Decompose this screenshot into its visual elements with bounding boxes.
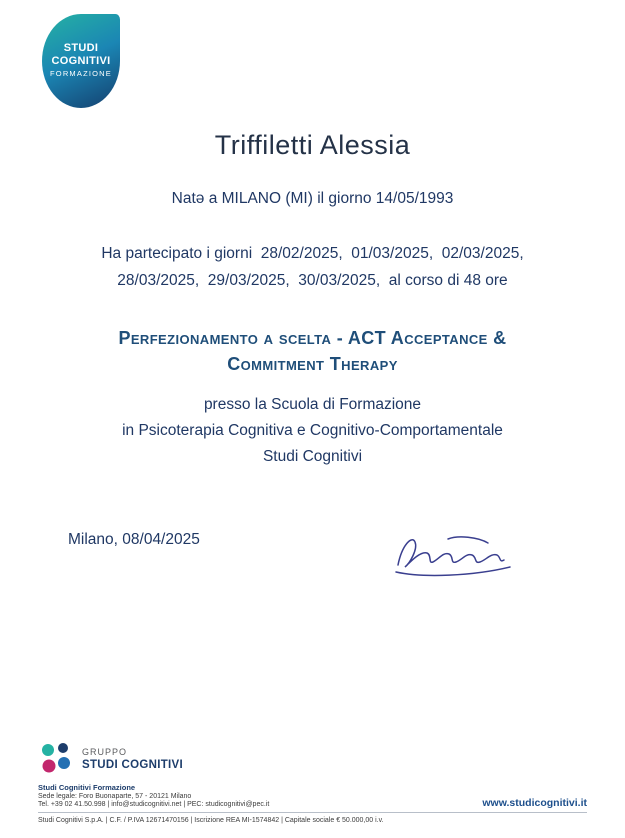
footer-company-name: Studi Cognitivi Formazione: [38, 783, 136, 792]
gruppo-studi-cognitivi-logo: [38, 740, 183, 778]
logo-text-studi: STUDI: [63, 42, 99, 54]
footer-info-block: [38, 784, 269, 810]
footer-legal-line: Studi Cognitivi S.p.A. | C.F. / P.IVA 12671470156 | Iscrizione REA MI-1574842 | Capitale sociale € 50.000,00 i.v.: [38, 817, 384, 824]
birth-line: Natə a MILANO (MI) il giorno 14/05/1993: [171, 190, 454, 207]
participation-line-2: 28/03/2025, 29/03/2025, 30/03/2025, al corso di 48 ore: [117, 272, 508, 289]
school-line-1: presso la Scuola di Formazione: [203, 396, 422, 413]
footer-divider: [38, 812, 587, 813]
course-title-line-2: Commitment Therapy: [227, 354, 398, 374]
school-line-2: in Psicoterapia Cognitiva e Cognitivo-Comportamentale: [122, 422, 503, 439]
website-link[interactable]: www.studicognitivi.it: [482, 797, 587, 809]
logo-text-cognitivi: COGNITIVI: [51, 55, 111, 67]
gruppo-dots-icon: [38, 740, 76, 778]
place-and-date: Milano, 08/04/2025: [68, 531, 200, 548]
gruppo-text: [82, 746, 183, 772]
signature-image: [388, 527, 520, 585]
course-title-line-1: Perfezionamento a scelta - ACT Acceptance &: [118, 328, 507, 348]
gruppo-label: GRUPPO: [82, 747, 128, 757]
footer-address: Sede legale: Foro Buonaparte, 57 - 20121 Milano: [38, 792, 192, 800]
gruppo-name: STUDI COGNITIVI: [82, 759, 183, 771]
participation-line-1: Ha partecipato i giorni 28/02/2025, 01/03/2025, 02/03/2025,: [101, 245, 524, 262]
footer-contacts: Tel. +39 02 41.50.998 | info@studicognitivi.net | PEC: studicognitivi@pec.it: [38, 801, 270, 808]
school-line-3: Studi Cognitivi: [262, 448, 363, 465]
logo-text-formazione: FORMAZIONE: [50, 69, 112, 78]
recipient-name: Triffiletti Alessia: [214, 130, 411, 160]
studi-cognitivi-formazione-logo: [42, 14, 120, 108]
